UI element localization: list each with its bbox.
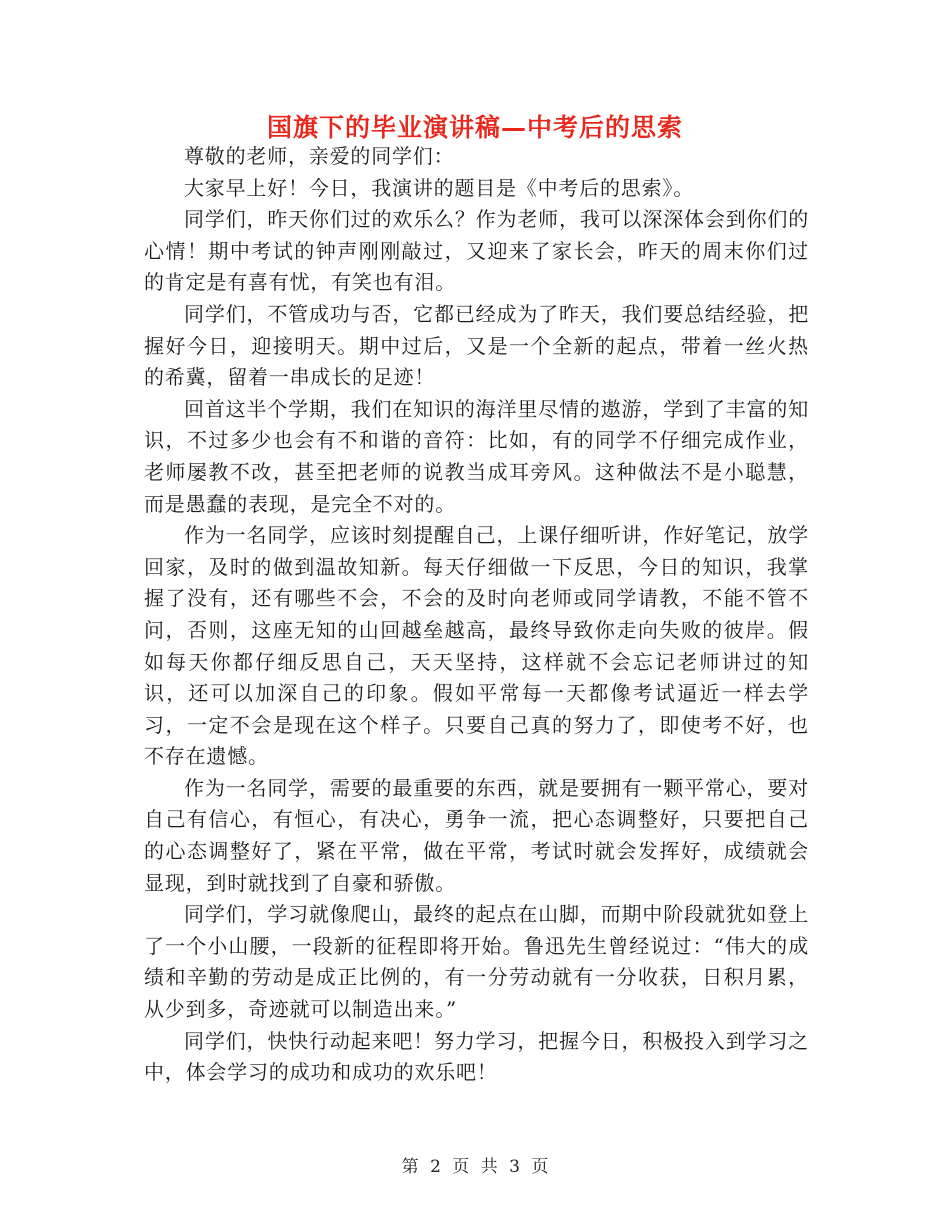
body-paragraph: 同学们，学习就像爬山，最终的起点在山脚，而期中阶段就犹如登上了一个小山腰，一段新的征程即将开始。鲁迅先生曾经说过：“伟大的成绩和辛勤的劳动是成正比例的，有一分劳动就有一分收获，日积月累，从少到多，奇迹就可以制造出来。” bbox=[144, 902, 809, 1022]
body-paragraph: 作为一名同学，需要的最重要的东西，就是要拥有一颗平常心，要对自己有信心，有恒心，有决心，勇争一流，把心态调整好，只要把自己的心态调整好了，紧在平常，做在平常，考试时就会发挥好，成绩就会显现，到时就找到了自豪和骄傲。 bbox=[144, 775, 809, 895]
body-paragraph: 作为一名同学，应该时刻提醒自己，上课仔细听讲，作好笔记，放学回家，及时的做到温故知新。每天仔细做一下反思，今日的知识，我掌握了没有，还有哪些不会，不会的及时向老师或同学请教，不能不管不问，否则，这座无知的山回越垒越高，最终导致你走向失败的彼岸。假如每天你都仔细反思自己，天天坚持，这样就不会忘记老师讲过的知识，还可以加深自己的印象。假如平常每一天都像考试逼近一样去学习，一定不会是现在这个样子。只要自己真的努力了，即使考不好，也不存在遗憾。 bbox=[144, 523, 809, 769]
document-title: 国旗下的毕业演讲稿—中考后的思索 bbox=[266, 113, 683, 142]
document-body bbox=[144, 141, 809, 1089]
closing-paragraph: 同学们，快快行动起来吧！努力学习，把握今日，积极投入到学习之中，体会学习的成功和成功的欢乐吧！ bbox=[144, 1028, 809, 1085]
salutation: 尊敬的老师，亲爱的同学们： bbox=[184, 144, 455, 168]
page-number-footer: 第 2 页 共 3 页 bbox=[401, 1157, 549, 1177]
body-paragraph: 回首这半个学期，我们在知识的海洋里尽情的遨游，学到了丰富的知识，不过多少也会有不和谐的音符：比如，有的同学不仔细完成作业，老师屡教不改，甚至把老师的说教当成耳旁风。这种做法不是小聪慧，而是愚蠢的表现，是完全不对的。 bbox=[144, 396, 809, 516]
body-paragraph: 同学们，不管成功与否，它都已经成为了昨天，我们要总结经验，把握好今日，迎接明天。期中过后，又是一个全新的起点，带着一丝火热的希冀，留着一串成长的足迹！ bbox=[144, 301, 809, 390]
body-paragraph: 同学们，昨天你们过的欢乐么？作为老师，我可以深深体会到你们的心情！期中考试的钟声刚刚敲过，又迎来了家长会，昨天的周末你们过的肯定是有喜有忧，有笑也有泪。 bbox=[144, 207, 809, 295]
greeting-paragraph: 大家早上好！今日，我演讲的题目是《中考后的思索》。 bbox=[184, 175, 694, 200]
